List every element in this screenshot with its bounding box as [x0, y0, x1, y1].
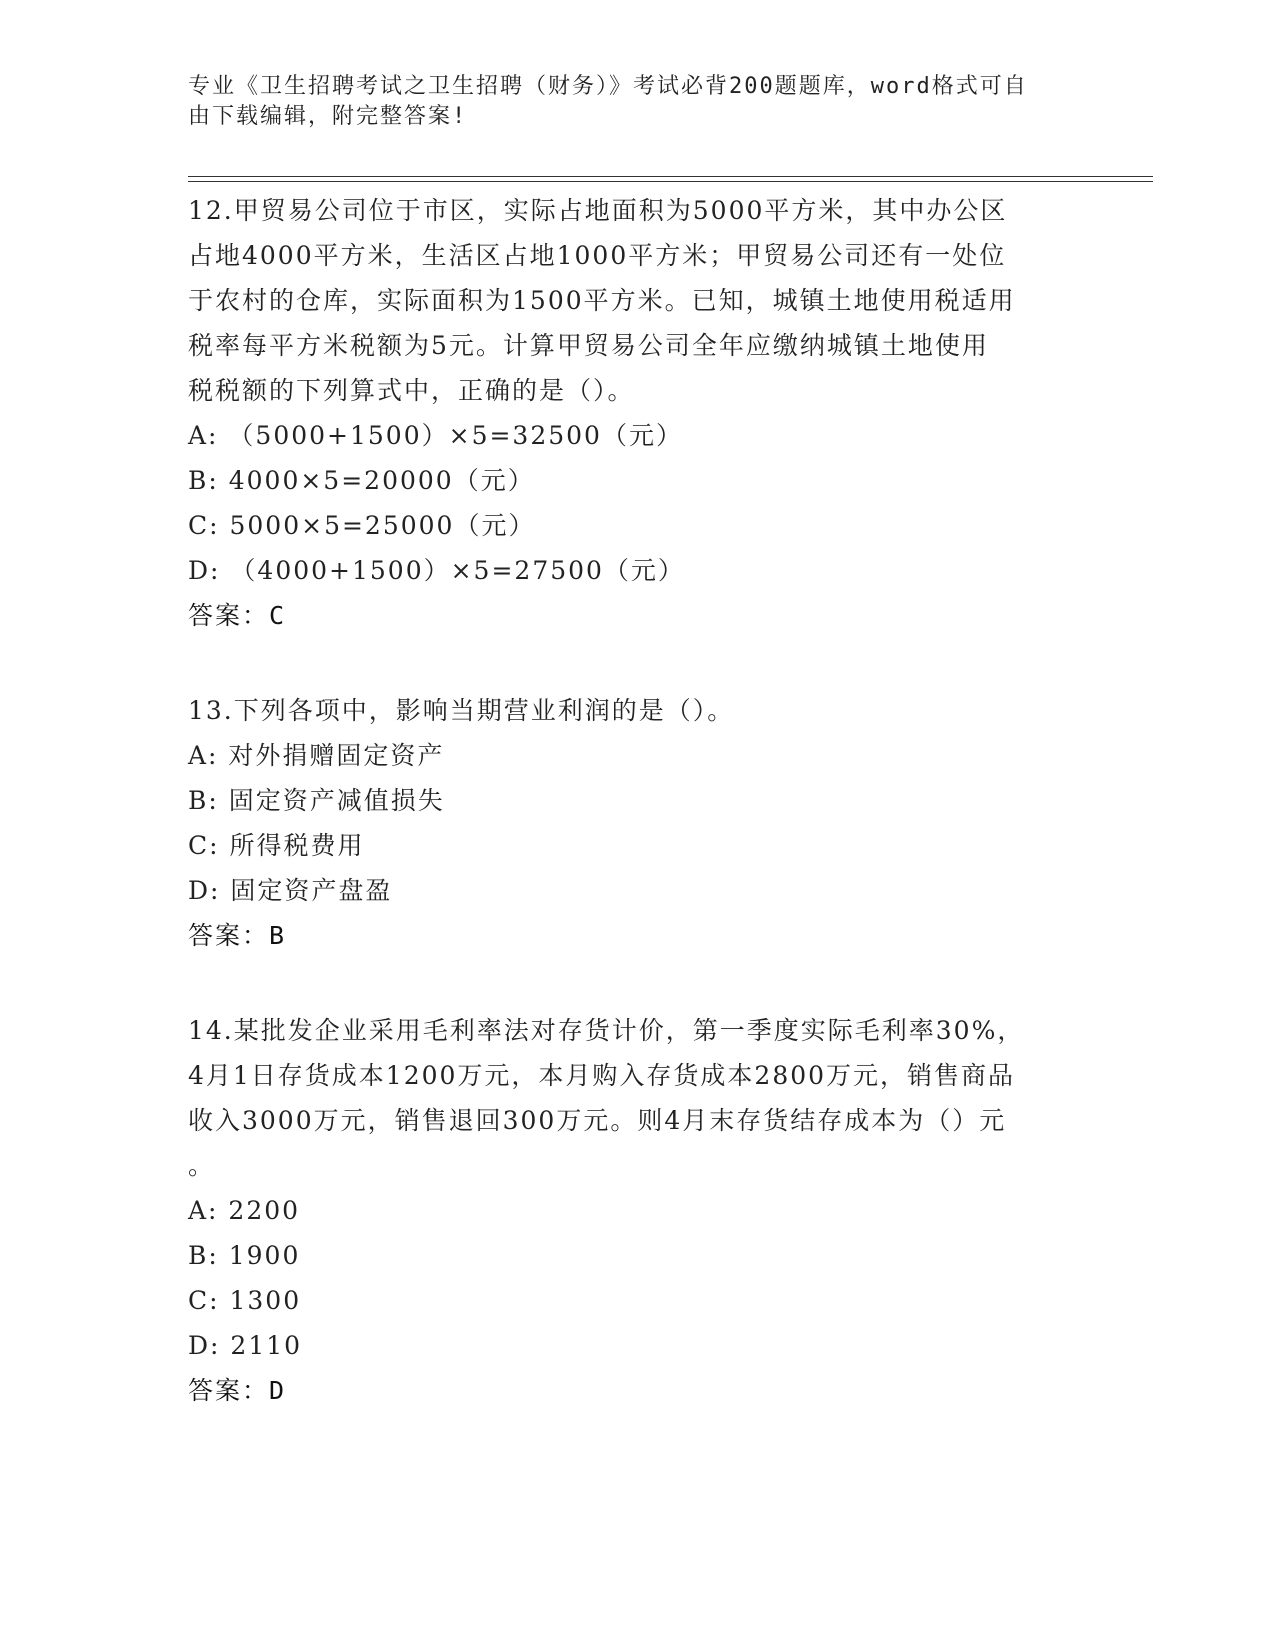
stem-line: 4月1日存货成本1200万元，本月购入存货成本2800万元，销售商品 [188, 1061, 1016, 1090]
stem-line: 收入3000万元，销售退回300万元。则4月末存货结存成本为（）元 [188, 1106, 1007, 1135]
question-13 [188, 688, 1078, 958]
option-c: C: 1300 [188, 1286, 302, 1315]
option-d: D: （4000+1500）×5=27500（元） [188, 556, 685, 585]
question-stem [188, 688, 1078, 733]
stem-line: 于农村的仓库，实际面积为1500平方米。已知，城镇土地使用税适用 [188, 286, 1016, 315]
option-c: C: 所得税费用 [188, 831, 365, 860]
question-stem [188, 188, 1078, 413]
option-d: D: 2110 [188, 1331, 303, 1360]
answer: 答案：C [188, 601, 287, 630]
question-stem [188, 1008, 1078, 1188]
option-a: A: （5000+1500）×5=32500（元） [188, 421, 683, 450]
option-b: B: 1900 [188, 1241, 301, 1270]
option-a: A: 对外捐赠固定资产 [188, 741, 445, 770]
option-c: C: 5000×5=25000（元） [188, 511, 536, 540]
header-divider-bottom [188, 181, 1153, 182]
option-b: B: 固定资产减值损失 [188, 786, 445, 815]
question-12 [188, 188, 1078, 638]
answer: 答案：D [188, 1376, 287, 1405]
question-14 [188, 1008, 1078, 1413]
stem-line: 14.某批发企业采用毛利率法对存货计价，第一季度实际毛利率30%， [188, 1016, 1025, 1045]
stem-line: 税率每平方米税额为5元。计算甲贸易公司全年应缴纳城镇土地使用 [188, 331, 989, 360]
option-a: A: 2200 [188, 1196, 301, 1225]
option-b: B: 4000×5=20000（元） [188, 466, 535, 495]
option-d: D: 固定资产盘盈 [188, 876, 393, 905]
stem-line: 13.下列各项中，影响当期营业利润的是（）。 [188, 696, 735, 725]
stem-line: 12.甲贸易公司位于市区，实际占地面积为5000平方米，其中办公区 [188, 196, 1008, 225]
header-divider-top [188, 176, 1153, 177]
document-header [188, 72, 1068, 132]
stem-line: 。 [188, 1151, 216, 1180]
stem-line: 税税额的下列算式中，正确的是（）。 [188, 376, 635, 405]
header-line: 由下载编辑，附完整答案! [188, 104, 468, 129]
stem-line: 占地4000平方米，生活区占地1000平方米；甲贸易公司还有一处位 [188, 241, 1007, 270]
answer: 答案：B [188, 921, 287, 950]
header-line: 专业《卫生招聘考试之卫生招聘（财务）》考试必背200题题库，word格式可自 [188, 74, 1028, 99]
